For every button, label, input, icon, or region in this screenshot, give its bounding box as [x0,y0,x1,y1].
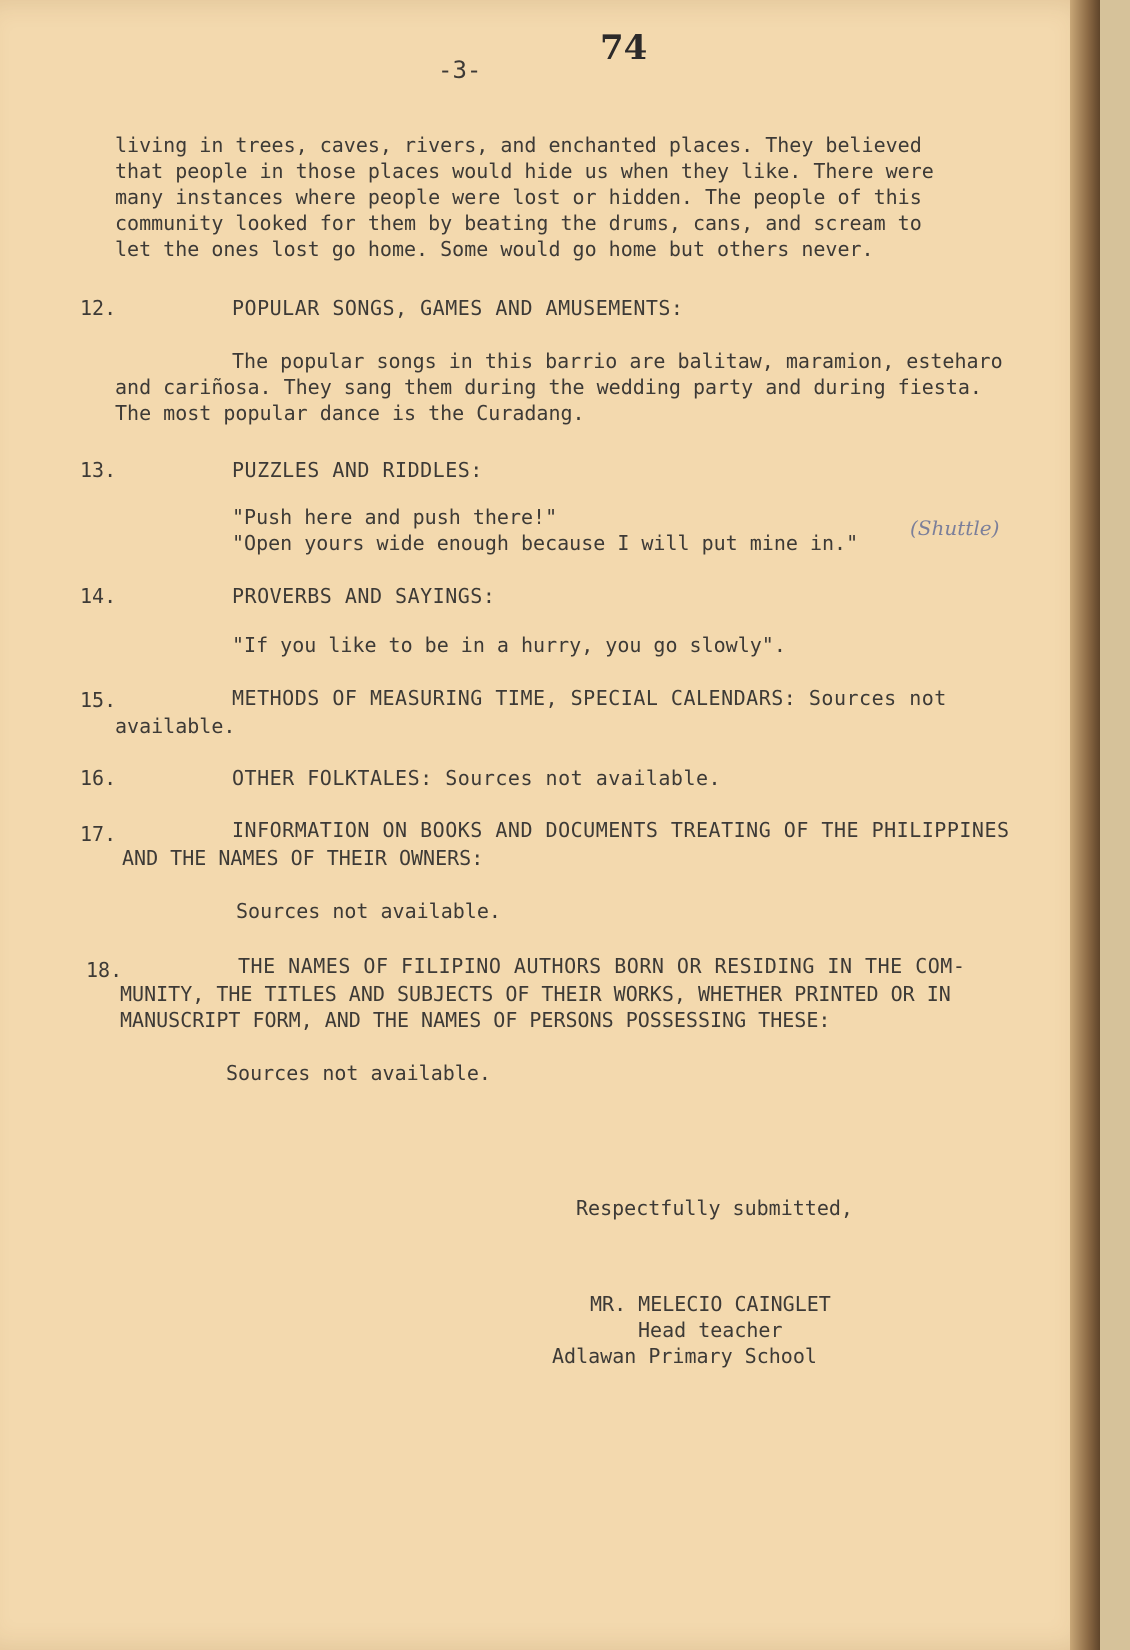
intro-line: living in trees, caves, rivers, and enchanted places. They believed [115,133,922,157]
section-body-line: Sources not available. [236,899,501,923]
intro-line: many instances where people were lost or hidden. The people of this [115,185,922,209]
section-continuation: available. [115,714,236,738]
section-number: 13. [80,458,117,482]
signatory-school: Adlawan Primary School [552,1344,817,1368]
section-continuation: MUNITY, THE TITLES AND SUBJECTS OF THEIR WORKS, WHETHER PRINTED OR IN [120,982,951,1006]
section-number: 18. [86,958,123,982]
stamped-page-number: 74 [600,28,648,68]
section-number: 15. [80,688,117,712]
closing-text: Respectfully submitted, [576,1196,853,1220]
section-body-line: Sources not available. [226,1061,491,1085]
section-body-line: The popular songs in this barrio are balitaw, maramion, esteharo [232,349,1003,373]
section-body-line: and cariñosa. They sang them during the wedding party and during fiesta. [115,375,982,399]
section-number: 14. [80,584,117,608]
intro-line: that people in those places would hide us when they like. There were [115,159,934,183]
section-heading: THE NAMES OF FILIPINO AUTHORS BORN OR RESIDING IN THE COM- [238,954,966,978]
book-binding [1070,0,1100,1650]
page-number: -3- [438,56,482,84]
section-heading: POPULAR SONGS, GAMES AND AMUSEMENTS: [232,296,684,320]
handwritten-annotation: (Shuttle) [910,516,1000,540]
section-heading: METHODS OF MEASURING TIME, SPECIAL CALENDARS: Sources not [232,686,947,710]
intro-line: community looked for them by beating the drums, cans, and scream to [115,211,922,235]
section-continuation: AND THE NAMES OF THEIR OWNERS: [122,846,484,870]
section-heading: OTHER FOLKTALES: Sources not available. [232,766,722,790]
signatory-name: MR. MELECIO CAINGLET [590,1292,831,1316]
intro-line: let the ones lost go home. Some would go home but others never. [115,237,874,261]
section-continuation: MANUSCRIPT FORM, AND THE NAMES OF PERSONS POSSESSING THESE: [120,1008,831,1032]
section-heading: PROVERBS AND SAYINGS: [232,584,496,608]
section-number: 17. [80,822,117,846]
proverb-line: "If you like to be in a hurry, you go slowly". [232,633,786,657]
signatory-title: Head teacher [638,1318,783,1342]
riddle-line: "Open yours wide enough because I will put mine in." [232,531,859,555]
riddle-line: "Push here and push there!" [232,505,558,529]
section-heading: INFORMATION ON BOOKS AND DOCUMENTS TREATING OF THE PHILIPPINES [232,818,1010,842]
section-heading: PUZZLES AND RIDDLES: [232,458,483,482]
section-number: 12. [80,296,117,320]
section-number: 16. [80,766,117,790]
section-body-line: The most popular dance is the Curadang. [115,401,585,425]
